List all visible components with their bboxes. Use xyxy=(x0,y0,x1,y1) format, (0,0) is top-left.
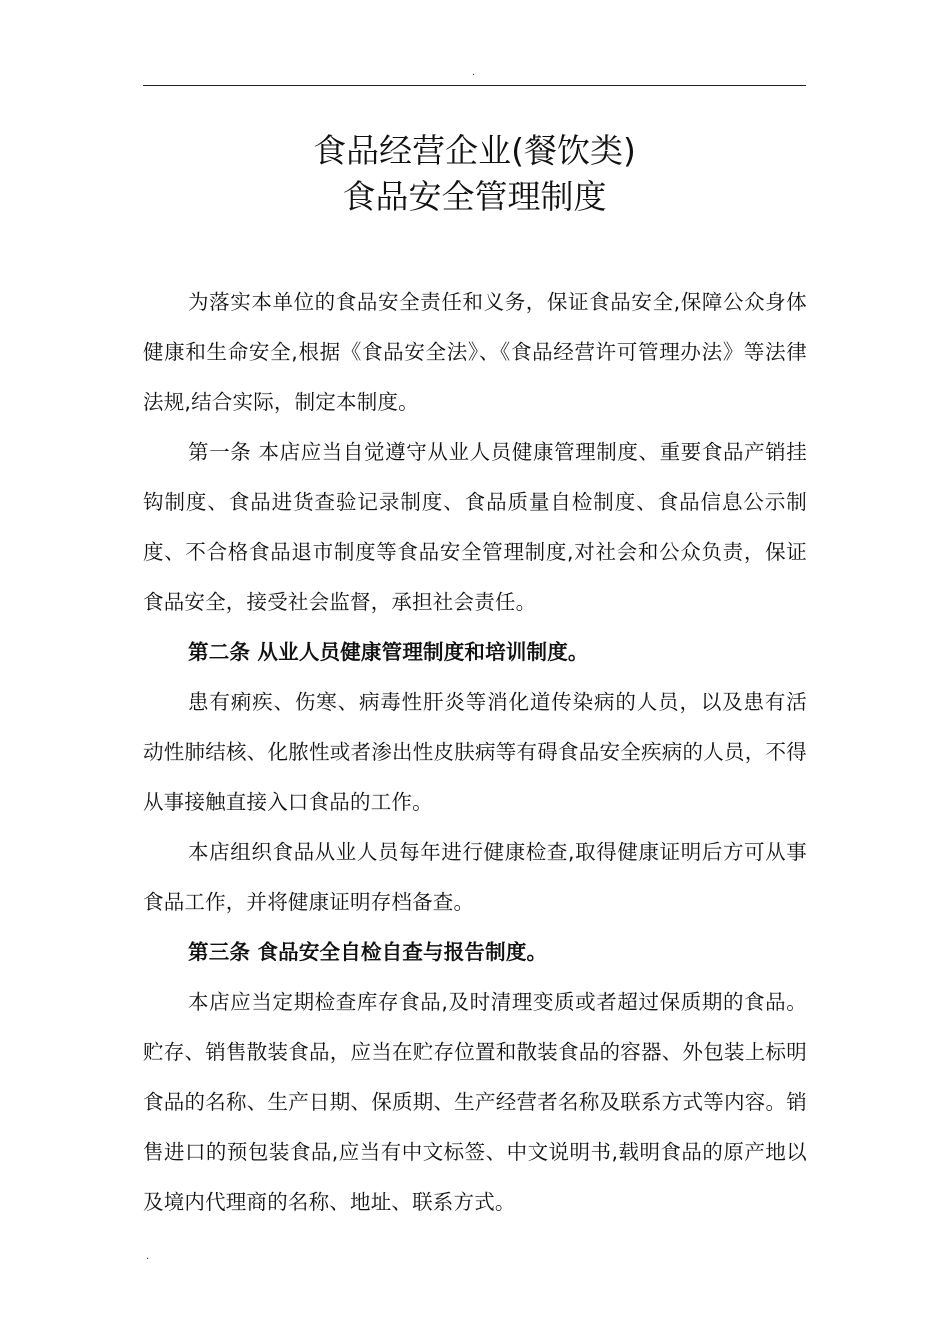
paragraph-article-2-disease: 患有痢疾、伤寒、病毒性肝炎等消化道传染病的人员，以及患有活动性肺结核、化脓性或者渗出性皮肤病等有碍食品安全疾病的人员，不得从事接触直接入口食品的工作。 xyxy=(143,690,807,814)
paragraph-article-3-inspection: 本店应当定期检查库存食品,及时清理变质或者超过保质期的食品。贮存、销售散装食品，应当在贮存位置和散装食品的容器、外包装上标明食品的名称、生产日期、保质期、生产经营者名称及联系方式等内容。销售进口的预包装食品,应当有中文标签、中文说明书,载明食品的原产地以及境内代理商的名称、地址、联系方式。 xyxy=(143,990,807,1214)
header-rule xyxy=(143,85,806,86)
heading-article-3: 第三条 食品安全自检自查与报告制度。 xyxy=(188,940,548,964)
document-title xyxy=(143,128,806,220)
header-mark: . xyxy=(472,67,476,78)
title-line-1: 食品经营企业(餐饮类) xyxy=(313,131,636,170)
document-body xyxy=(143,277,807,1227)
heading-article-2: 第二条 从业人员健康管理制度和培训制度。 xyxy=(188,640,589,664)
paragraph-intro: 为落实本单位的食品安全责任和义务，保证食品安全,保障公众身体健康和生命安全,根据《食品安全法》、《食品经营许可管理办法》等法律法规,结合实际，制定本制度。 xyxy=(143,290,807,414)
footer-mark: . xyxy=(146,1251,150,1262)
paragraph-article-1: 第一条 本店应当自觉遵守从业人员健康管理制度、重要食品产销挂钩制度、食品进货查验记录制度、食品质量自检制度、食品信息公示制度、不合格食品退市制度等食品安全管理制度,对社会和公众负责，保证食品安全，接受社会监督，承担社会责任。 xyxy=(143,440,807,614)
paragraph-article-2-health-check: 本店组织食品从业人员每年进行健康检查,取得健康证明后方可从事食品工作，并将健康证明存档备查。 xyxy=(143,840,807,914)
title-line-2: 食品安全管理制度 xyxy=(342,177,607,216)
